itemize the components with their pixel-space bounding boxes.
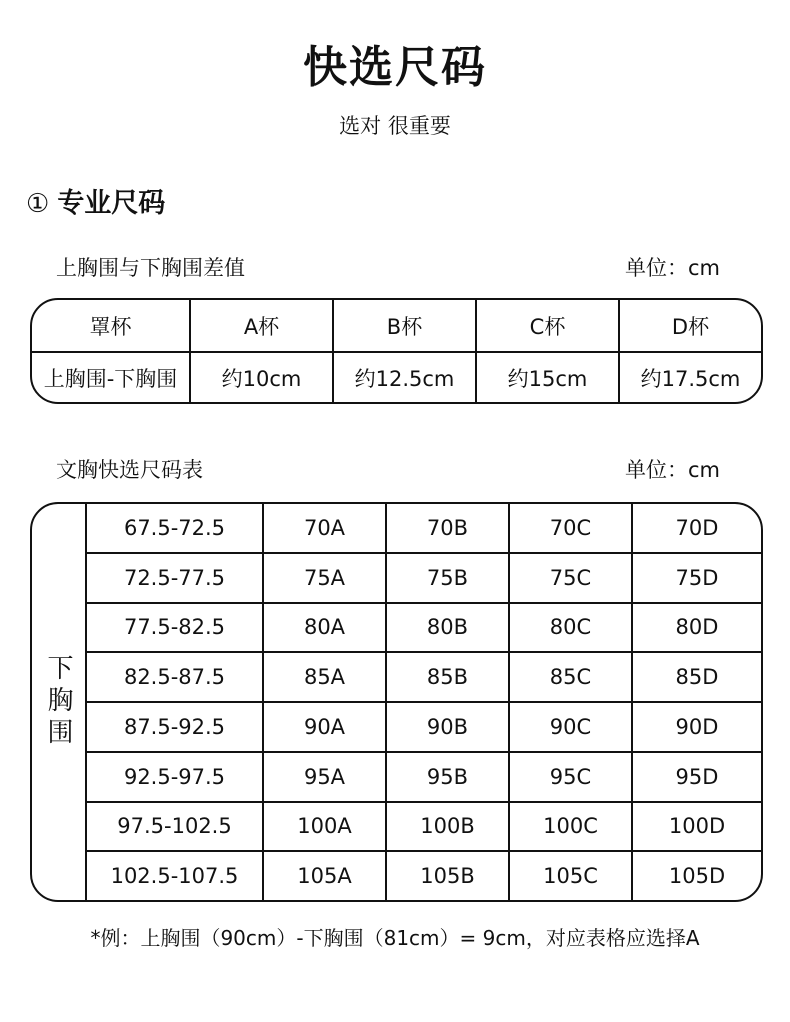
table-header-cell: 罩杯 [89,314,132,339]
size-cell: 70A [262,504,385,552]
difference-table-caption: 上胸围与下胸围差值 [56,256,245,280]
table-cell: 约17.5cm [618,353,761,402]
table-row [87,602,761,652]
underbust-range-cell: 72.5-77.5 [123,565,226,590]
underbust-range-cell: 87.5-92.5 [123,714,226,739]
table-cell: 约10cm [189,353,332,402]
size-chart-table [30,502,763,902]
size-cell: 90C [508,703,631,751]
size-cell: 70D [631,504,761,552]
table-header-cell: D杯 [618,300,761,351]
size-cell: 85D [631,653,761,701]
size-grid [87,504,761,900]
underbust-range-cell: 67.5-72.5 [123,515,226,540]
table-header-cell: C杯 [475,300,618,351]
size-table-unit: 单位：cm [624,458,720,482]
size-cell: 75D [631,554,761,602]
table-row [87,701,761,751]
size-cell: 95B [385,753,508,801]
table-row [87,552,761,602]
size-cell: 75A [262,554,385,602]
section-title: 专业尺码 [57,188,166,219]
underbust-side-label [32,504,87,900]
size-cell: 85B [385,653,508,701]
page-subtitle: 选对 很重要 [339,114,451,138]
size-table-caption: 文胸快选尺码表 [56,458,203,482]
size-cell: 90D [631,703,761,751]
table-row [87,651,761,701]
table-header-cell: A杯 [189,300,332,351]
size-cell: 105D [631,852,761,900]
page-title: 快选尺码 [303,42,487,93]
size-cell: 95D [631,753,761,801]
size-cell: 100C [508,803,631,851]
underbust-range-cell: 102.5-107.5 [110,864,239,889]
underbust-range-cell: 97.5-102.5 [117,814,232,839]
size-cell: 105B [385,852,508,900]
table-cell: 约12.5cm [332,353,475,402]
size-cell: 105A [262,852,385,900]
size-cell: 105C [508,852,631,900]
size-cell: 85A [262,653,385,701]
underbust-range-cell: 77.5-82.5 [123,615,226,640]
size-cell: 70B [385,504,508,552]
size-cell: 95C [508,753,631,801]
size-cell: 100B [385,803,508,851]
size-cell: 80A [262,604,385,652]
table-header-cell: B杯 [332,300,475,351]
difference-table-unit: 单位：cm [624,256,720,280]
size-cell: 80C [508,604,631,652]
size-cell: 90B [385,703,508,751]
underbust-range-cell: 92.5-97.5 [123,764,226,789]
table-row [87,751,761,801]
footnote: *例：上胸围（90cm）-下胸围（81cm）= 9cm，对应表格应选择A [90,926,700,950]
size-cell: 80D [631,604,761,652]
size-cell: 100A [262,803,385,851]
table-cell: 上胸围-下胸围 [43,366,178,391]
underbust-range-cell: 82.5-87.5 [123,665,226,690]
table-row [87,504,761,552]
section-number: ① [26,189,50,219]
side-label-text: 下胸围 [43,654,73,750]
table-row [32,351,761,402]
size-cell: 95A [262,753,385,801]
size-cell: 80B [385,604,508,652]
size-cell: 70C [508,504,631,552]
size-cell: 75C [508,554,631,602]
size-cell: 100D [631,803,761,851]
cup-difference-table [30,298,763,404]
size-cell: 90A [262,703,385,751]
table-header-row [32,300,761,351]
section-heading [26,186,165,222]
table-row [87,850,761,900]
table-row [87,801,761,851]
size-cell: 85C [508,653,631,701]
table-cell: 约15cm [475,353,618,402]
size-cell: 75B [385,554,508,602]
